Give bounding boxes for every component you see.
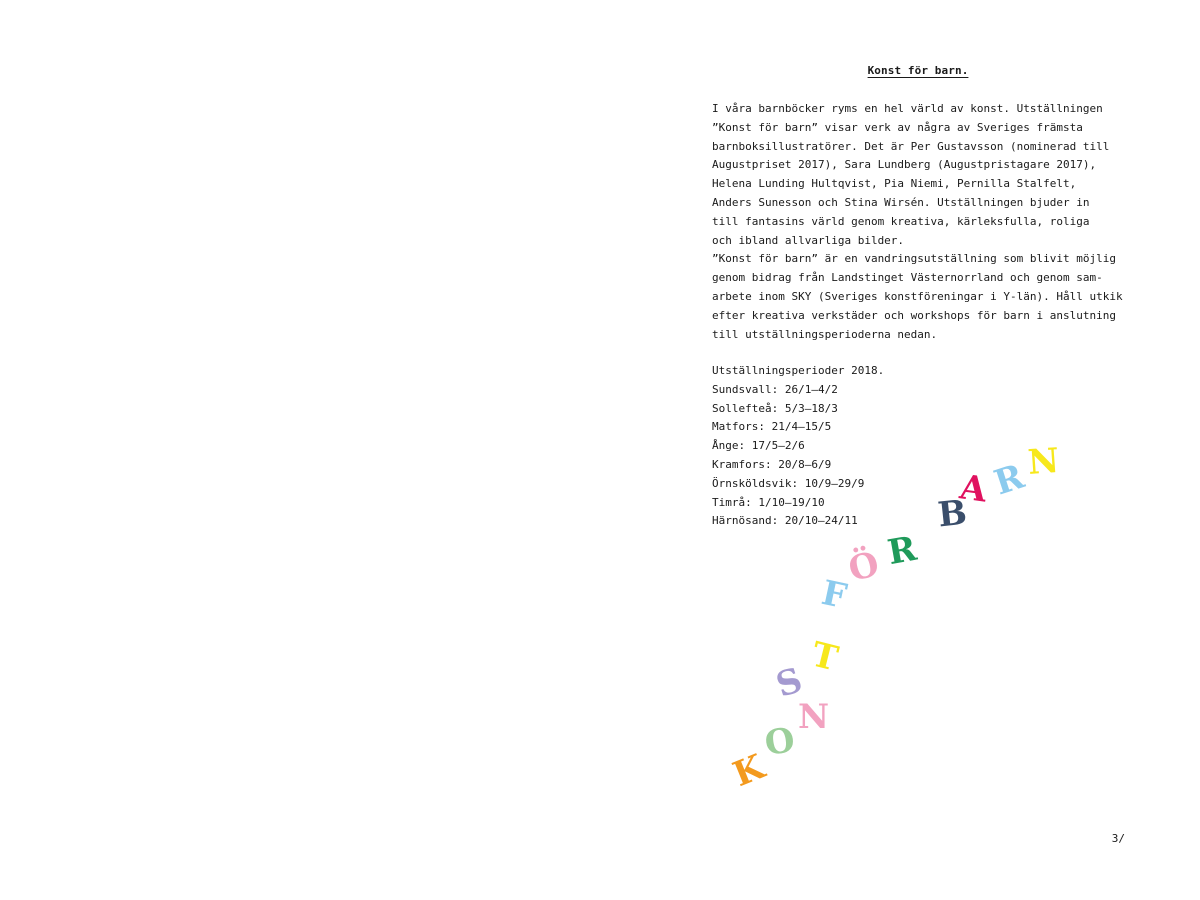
period-item: Härnösand: 20/10–24/11	[712, 514, 858, 528]
body-text	[712, 100, 1132, 344]
artwork-letter: R	[989, 456, 1029, 504]
period-item: Ånge: 17/5–2/6	[712, 439, 805, 453]
artwork-letter: S	[771, 660, 808, 706]
page-number: 3/	[1111, 832, 1125, 845]
paragraph-exhibition: ”Konst för barn” är en vandringsutställning som blivit möjlig genom bidrag från Landstinget Västernorrland och genom sam- arbete inom SKY (Sveriges konstföreningar i Y-län). Håll utkik efter kreativa verkstäder och workshops för barn i anslutning till utställningsperioderna nedan.	[712, 252, 1123, 341]
artwork-letter: A	[957, 467, 990, 511]
artwork-letter: R	[884, 528, 920, 574]
right-page	[600, 0, 1200, 900]
period-item: Timrå: 1/10–19/10	[712, 495, 825, 509]
artwork-letter: K	[727, 746, 770, 796]
period-item: Örnsköldsvik: 10/9–29/9	[712, 476, 865, 490]
period-item: Sundsvall: 26/1–4/2	[712, 382, 838, 396]
period-item: Sollefteå: 5/3–18/3	[712, 401, 838, 415]
artwork-letter: B	[935, 492, 969, 536]
artwork-letter: N	[1026, 440, 1061, 484]
exhibition-periods-list	[712, 362, 884, 531]
artwork-letter: F	[818, 572, 851, 618]
period-item: Kramfors: 20/8–6/9	[712, 457, 832, 471]
artwork-letter: N	[798, 697, 830, 737]
page-title: Konst för barn.	[867, 64, 969, 77]
periods-heading: Utställningsperioder 2018.	[712, 364, 885, 377]
period-item: Matfors: 21/4–15/5	[712, 420, 832, 434]
paragraph-intro: I våra barnböcker ryms en hel värld av konst. Utställningen ”Konst för barn” visar verk av några av Sveriges främsta barnboksillustratörer. Det är Per Gustavsson (nominerad till Augustpriset 2017), Sara Lundberg (Augustpristagare 2017), Helena Lunding Hultqvist, Pia Niemi, Pernilla Stalfelt, Anders Sunesson och Stina Wirsén. Utställningen bjuder in till fantasins värld genom kreativa, kärleksfulla, roliga och ibland allvarliga bilder.	[712, 102, 1110, 247]
artwork-letter: O	[762, 720, 798, 764]
artwork-letter: Ö	[844, 544, 884, 590]
artwork-letter: T	[807, 634, 842, 680]
